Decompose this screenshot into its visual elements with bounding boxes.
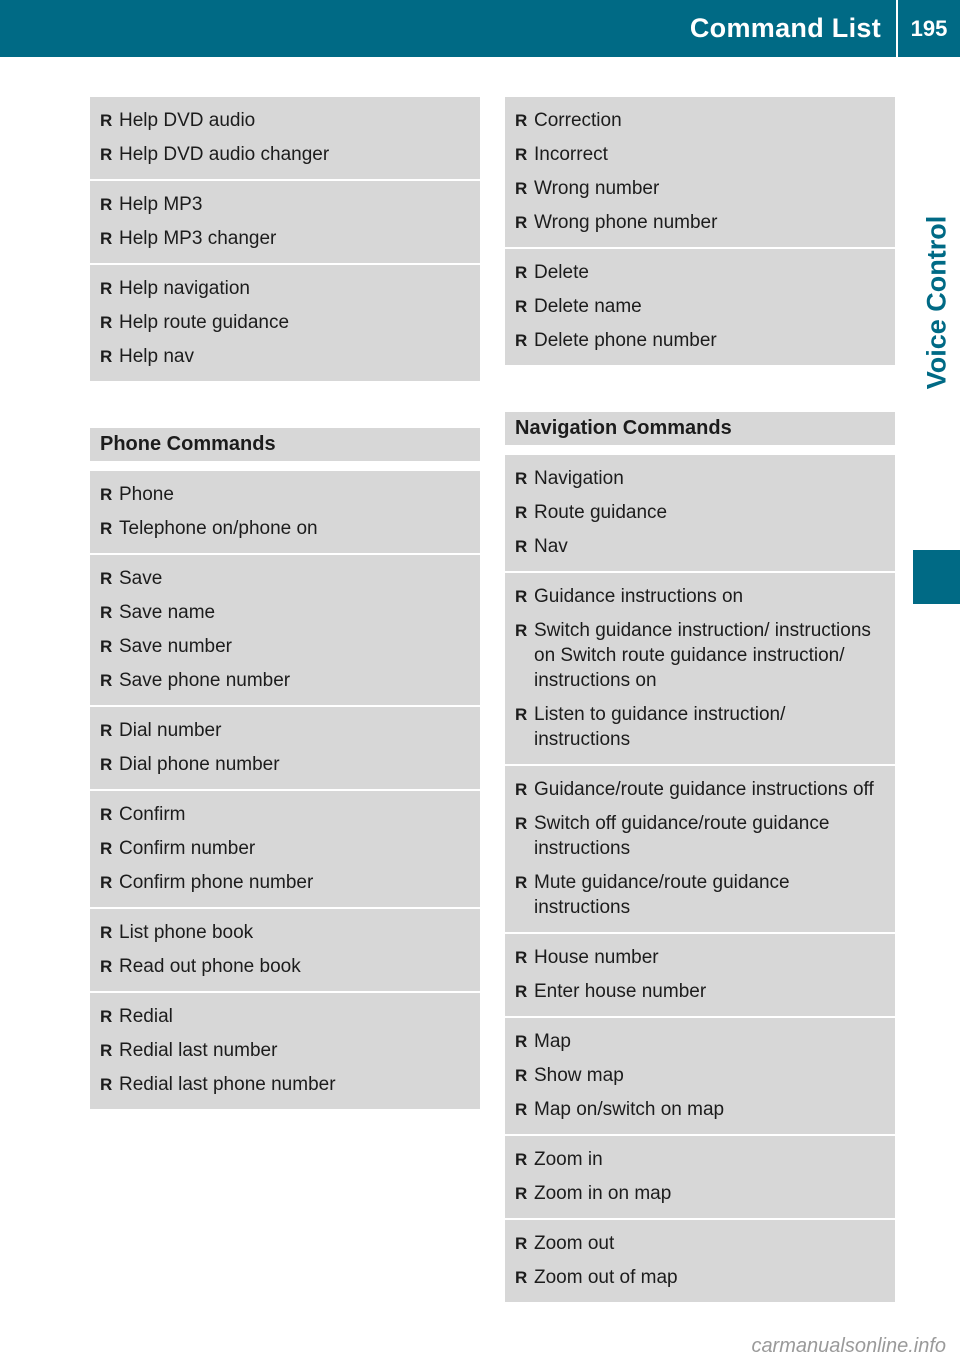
bullet-icon: R: [100, 671, 113, 690]
command-block: [505, 934, 895, 1018]
bullet-icon: R: [100, 229, 113, 248]
command-text: Switch off guidance/route guidance instructions: [534, 813, 830, 859]
command-item: [515, 294, 885, 319]
command-item: [100, 566, 470, 591]
command-block: [505, 249, 895, 367]
command-text: Show map: [534, 1065, 624, 1086]
command-text: Help MP3: [119, 194, 203, 215]
bullet-icon: R: [100, 279, 113, 298]
command-text: Zoom in: [534, 1149, 603, 1170]
bullet-icon: R: [100, 637, 113, 656]
command-text: List phone book: [119, 922, 254, 943]
command-item: [515, 618, 885, 693]
command-item: [100, 142, 470, 167]
command-item: [100, 516, 470, 541]
command-block: [90, 181, 480, 265]
command-item: [100, 802, 470, 827]
bullet-icon: R: [515, 297, 528, 316]
command-text: Help DVD audio changer: [119, 144, 330, 165]
bullet-icon: R: [100, 485, 113, 504]
command-text: Zoom out of map: [534, 1267, 678, 1288]
command-text: Help route guidance: [119, 312, 290, 333]
command-item: [100, 344, 470, 369]
bullet-icon: R: [100, 923, 113, 942]
command-block: [90, 555, 480, 707]
bullet-icon: R: [100, 569, 113, 588]
command-text: Phone: [119, 484, 174, 505]
command-text: Save: [119, 568, 163, 589]
side-tab-label: Voice Control: [921, 215, 952, 389]
command-item: [515, 108, 885, 133]
command-text: Zoom out: [534, 1233, 615, 1254]
command-text: Help nav: [119, 346, 194, 367]
command-item: [515, 466, 885, 491]
command-text: Telephone on/phone on: [119, 518, 318, 539]
bullet-icon: R: [515, 780, 528, 799]
command-text: Zoom in on map: [534, 1183, 672, 1204]
command-text: Redial last phone number: [119, 1074, 336, 1095]
bullet-icon: R: [100, 1007, 113, 1026]
command-text: Save number: [119, 636, 233, 657]
command-text: Redial: [119, 1006, 173, 1027]
command-block: [90, 265, 480, 383]
left-column: [90, 97, 480, 1111]
navigation-commands-heading: Navigation Commands: [505, 412, 895, 445]
command-block: [505, 573, 895, 766]
bullet-icon: R: [515, 705, 528, 724]
command-item: [515, 1231, 885, 1256]
bullet-icon: R: [100, 195, 113, 214]
command-item: [100, 226, 470, 251]
command-text: House number: [534, 947, 659, 968]
command-item: [515, 210, 885, 235]
command-text: Help MP3 changer: [119, 228, 277, 249]
command-item: [100, 310, 470, 335]
bullet-icon: R: [515, 331, 528, 350]
command-block: [90, 471, 480, 555]
bullet-icon: R: [515, 1100, 528, 1119]
command-text: Guidance instructions on: [534, 586, 744, 607]
command-item: [515, 534, 885, 559]
side-tab-marker: [913, 550, 960, 604]
bullet-icon: R: [515, 873, 528, 892]
command-item: [100, 482, 470, 507]
command-item: [100, 108, 470, 133]
command-text: Switch guidance instruction/ instructions on Switch route guidance instruction/ instructions on: [534, 620, 871, 691]
command-block: [505, 766, 895, 934]
command-item: [515, 1181, 885, 1206]
command-item: [515, 176, 885, 201]
command-item: [100, 600, 470, 625]
bullet-icon: R: [100, 873, 113, 892]
command-item: [515, 979, 885, 1004]
command-block: [90, 791, 480, 909]
bullet-icon: R: [100, 721, 113, 740]
command-text: Save phone number: [119, 670, 291, 691]
command-item: [100, 1004, 470, 1029]
help-commands-group: [90, 97, 480, 383]
command-text: Listen to guidance instruction/ instructions: [534, 704, 786, 750]
bullet-icon: R: [515, 948, 528, 967]
command-item: [515, 870, 885, 920]
command-item: [515, 328, 885, 353]
correction-commands-group: [505, 97, 895, 367]
command-block: [90, 707, 480, 791]
bullet-icon: R: [100, 1041, 113, 1060]
command-text: Guidance/route guidance instructions off: [534, 779, 874, 800]
command-text: Save name: [119, 602, 216, 623]
bullet-icon: R: [515, 263, 528, 282]
command-item: [515, 142, 885, 167]
bullet-icon: R: [515, 503, 528, 522]
bullet-icon: R: [515, 469, 528, 488]
bullet-icon: R: [515, 621, 528, 640]
command-block: [505, 1018, 895, 1136]
bullet-icon: R: [100, 603, 113, 622]
bullet-icon: R: [100, 111, 113, 130]
bullet-icon: R: [100, 519, 113, 538]
bullet-icon: R: [515, 111, 528, 130]
bullet-icon: R: [100, 313, 113, 332]
command-text: Redial last number: [119, 1040, 278, 1061]
bullet-icon: R: [515, 1268, 528, 1287]
bullet-icon: R: [515, 814, 528, 833]
command-item: [515, 500, 885, 525]
section-side-tab[interactable]: [913, 57, 960, 547]
bullet-icon: R: [515, 982, 528, 1001]
command-item: [515, 811, 885, 861]
command-text: Read out phone book: [119, 956, 301, 977]
command-text: Wrong phone number: [534, 212, 718, 233]
command-text: Incorrect: [534, 144, 608, 165]
page-number: 195: [910, 15, 948, 41]
command-item: [100, 718, 470, 743]
command-item: [100, 276, 470, 301]
command-text: Delete name: [534, 296, 642, 317]
bullet-icon: R: [515, 145, 528, 164]
phone-commands-heading: Phone Commands: [90, 428, 480, 461]
bullet-icon: R: [515, 537, 528, 556]
command-text: Help DVD audio: [119, 110, 256, 131]
bullet-icon: R: [515, 1032, 528, 1051]
bullet-icon: R: [515, 1234, 528, 1253]
command-item: [515, 945, 885, 970]
watermark-url: carmanualsonline.info: [751, 1335, 946, 1357]
command-item: [515, 1147, 885, 1172]
command-item: [515, 1029, 885, 1054]
command-item: [515, 260, 885, 285]
command-item: [515, 584, 885, 609]
bullet-icon: R: [515, 1150, 528, 1169]
command-text: Confirm: [119, 804, 186, 825]
command-text: Dial phone number: [119, 754, 280, 775]
command-item: [515, 1097, 885, 1122]
command-item: [100, 954, 470, 979]
command-text: Route guidance: [534, 502, 668, 523]
command-item: [100, 752, 470, 777]
bullet-icon: R: [100, 1075, 113, 1094]
bullet-icon: R: [515, 213, 528, 232]
bullet-icon: R: [515, 1184, 528, 1203]
bullet-icon: R: [515, 587, 528, 606]
navigation-commands-group: [505, 455, 895, 1304]
command-block: [90, 993, 480, 1111]
command-text: Map: [534, 1031, 571, 1052]
command-text: Delete phone number: [534, 330, 717, 351]
command-text: Map on/switch on map: [534, 1099, 725, 1120]
command-text: Mute guidance/route guidance instructions: [534, 872, 790, 918]
command-item: [515, 1265, 885, 1290]
command-text: Wrong number: [534, 178, 660, 199]
command-text: Navigation: [534, 468, 624, 489]
command-item: [100, 836, 470, 861]
phone-commands-group: [90, 471, 480, 1111]
command-item: [100, 870, 470, 895]
right-column: [505, 97, 895, 1304]
command-item: [515, 1063, 885, 1088]
command-text: Nav: [534, 536, 568, 557]
bullet-icon: R: [100, 957, 113, 976]
command-block: [505, 455, 895, 573]
command-text: Delete: [534, 262, 589, 283]
bullet-icon: R: [100, 805, 113, 824]
command-item: [100, 192, 470, 217]
bullet-icon: R: [100, 755, 113, 774]
bullet-icon: R: [515, 1066, 528, 1085]
command-text: Help navigation: [119, 278, 250, 299]
command-text: Correction: [534, 110, 622, 131]
command-block: [505, 1136, 895, 1220]
command-item: [100, 920, 470, 945]
command-item: [100, 1072, 470, 1097]
bullet-icon: R: [100, 347, 113, 366]
command-item: [515, 702, 885, 752]
command-block: [505, 97, 895, 249]
command-block: [90, 97, 480, 181]
command-item: [100, 668, 470, 693]
command-text: Confirm phone number: [119, 872, 314, 893]
command-block: [505, 1220, 895, 1304]
command-text: Dial number: [119, 720, 222, 741]
bullet-icon: R: [515, 179, 528, 198]
command-item: [515, 777, 885, 802]
command-item: [100, 634, 470, 659]
bullet-icon: R: [100, 839, 113, 858]
page-title: Command List: [689, 13, 881, 43]
command-text: Enter house number: [534, 981, 707, 1002]
command-block: [90, 909, 480, 993]
command-text: Confirm number: [119, 838, 256, 859]
command-item: [100, 1038, 470, 1063]
bullet-icon: R: [100, 145, 113, 164]
